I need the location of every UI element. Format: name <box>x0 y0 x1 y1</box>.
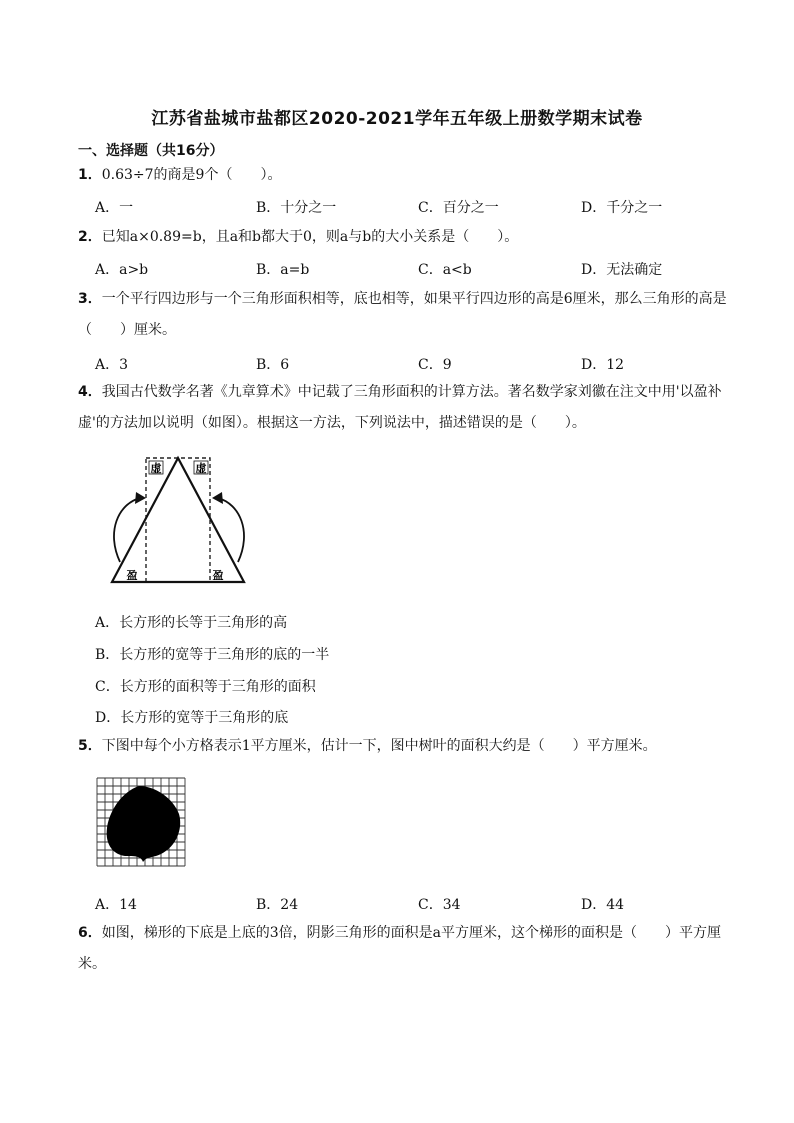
question-text: 一个平行四边形与一个三角形面积相等，底也相等，如果平行四边形的高是6厘米，那么三角形的高是（ ）厘米。 <box>78 291 727 338</box>
question-6 <box>78 918 740 980</box>
question-4-option-d: D．长方形的宽等于三角形的底 <box>95 710 289 726</box>
question-text: 0.63÷7的商是9个（ ）。 <box>101 167 282 183</box>
option-c: C．34 <box>418 897 461 913</box>
section-heading: 一、选择题（共16分） <box>78 143 224 159</box>
option-d: D．无法确定 <box>581 262 663 278</box>
question-number: 5． <box>78 738 102 754</box>
question-text: 下图中每个小方格表示1平方厘米，估计一下，图中树叶的面积大约是（ ）平方厘米。 <box>101 738 657 754</box>
question-1-options <box>95 197 755 219</box>
label-xu-right: 虚 <box>195 462 207 475</box>
option-a: A．3 <box>95 357 129 373</box>
question-3 <box>78 284 740 346</box>
question-2-options <box>95 259 755 281</box>
option-c: C．a<b <box>418 262 472 278</box>
triangle-outline <box>112 458 244 582</box>
dashed-rectangle <box>146 458 210 582</box>
option-b: B．6 <box>256 357 290 373</box>
option-a: A．a>b <box>95 262 149 278</box>
question-5 <box>78 731 740 762</box>
question-text: 已知a×0.89=b，且a和b都大于0，则a与b的大小关系是（ ）。 <box>101 229 519 245</box>
triangle-rectangle-figure <box>106 452 252 592</box>
option-b: B．a=b <box>256 262 310 278</box>
question-4-option-a: A．长方形的长等于三角形的高 <box>95 615 288 631</box>
question-4 <box>78 377 740 439</box>
option-b: B．十分之一 <box>256 200 337 216</box>
right-arrow-head <box>212 492 223 504</box>
label-xu-left: 虚 <box>150 462 162 475</box>
option-d: D．千分之一 <box>581 200 663 216</box>
exam-title: 江苏省盐城市盐都区2020-2021学年五年级上册数学期末试卷 <box>151 109 643 129</box>
label-ying-left: 盈 <box>126 569 138 582</box>
left-arrow-head <box>135 492 146 504</box>
question-number: 4． <box>78 384 102 400</box>
question-text: 我国古代数学名著《九章算术》中记载了三角形面积的计算方法。著名数学家刘徽在注文中用'以盈补虚'的方法加以说明（如图）。根据这一方法，下列说法中，描述错误的是（ ）。 <box>78 384 722 431</box>
option-d: D．44 <box>581 897 625 913</box>
question-3-options <box>95 354 755 376</box>
right-arrow <box>218 498 244 562</box>
question-text: 如图，梯形的下底是上底的3倍，阴影三角形的面积是a平方厘米，这个梯形的面积是（ ）平方厘米。 <box>78 925 722 972</box>
question-1 <box>78 160 740 191</box>
option-b: B．24 <box>256 897 299 913</box>
option-c: C．百分之一 <box>418 200 499 216</box>
question-number: 3． <box>78 291 102 307</box>
question-number: 1． <box>78 167 102 183</box>
question-number: 6． <box>78 925 102 941</box>
option-d: D．12 <box>581 357 625 373</box>
question-4-option-c: C．长方形的面积等于三角形的面积 <box>95 679 316 695</box>
question-5-options <box>95 894 755 916</box>
leaf-grid-figure <box>95 776 191 876</box>
option-a: A．14 <box>95 897 137 913</box>
question-2 <box>78 222 740 253</box>
option-c: C．9 <box>418 357 452 373</box>
option-a: A．一 <box>95 200 134 216</box>
question-number: 2． <box>78 229 102 245</box>
label-ying-right: 盈 <box>212 569 224 582</box>
question-4-option-b: B．长方形的宽等于三角形的底的一半 <box>95 647 330 663</box>
